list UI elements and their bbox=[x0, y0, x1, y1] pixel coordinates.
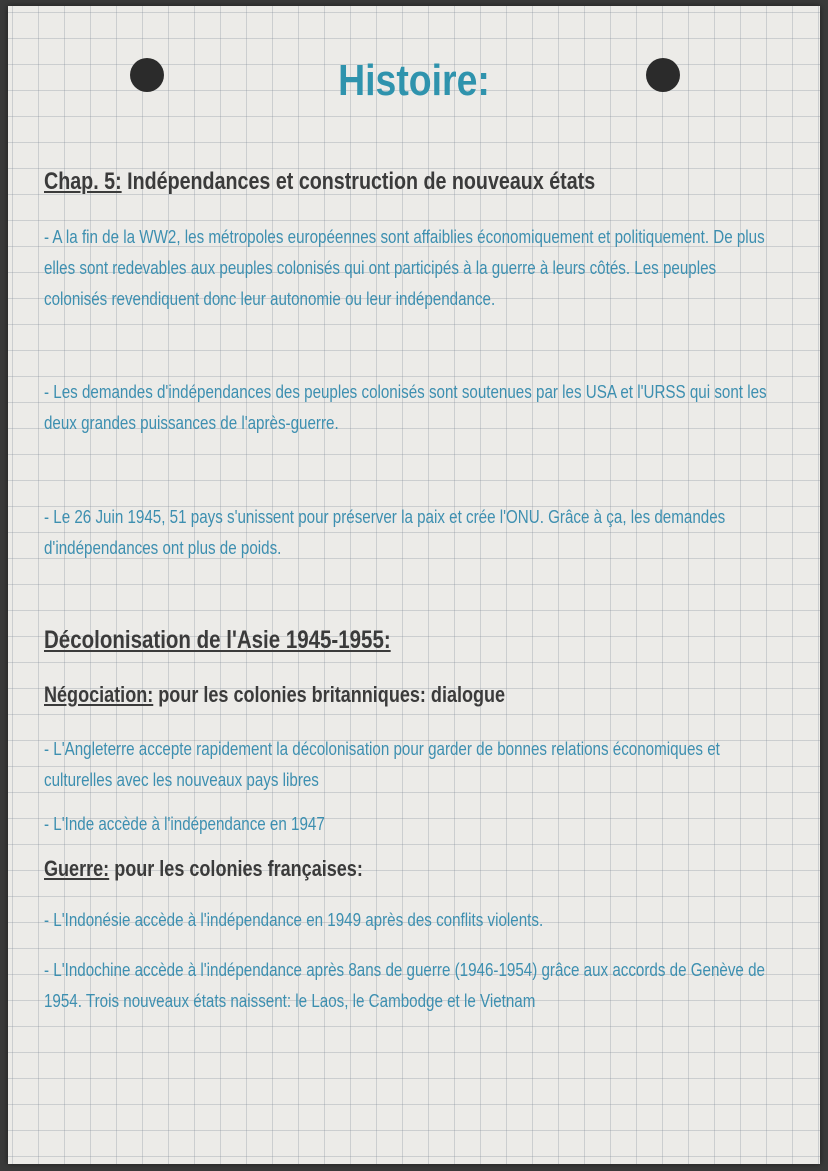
war-item-2: - L'Indochine accède à l'indépendance après 8ans de guerre (1946-1954) grâce aux accords de Genève de 1954. Trois nouveaux états naissent: le Laos, le Cambodge et le Vietnam bbox=[44, 959, 765, 1011]
war-item-1: - L'Indonésie accède à l'indépendance en 1949 après des conflits violents. bbox=[44, 909, 544, 930]
paragraph-1: - A la fin de la WW2, les métropoles européennes sont affaiblies économiquement et politiquement. De plus elles sont redevables aux peuples colonisés qui ont participés à la guerre à leurs côtés. Les peuples colonisés revendiquent donc leur autonomie ou leur indépendance. bbox=[44, 226, 765, 309]
negotiation-heading bbox=[44, 682, 505, 708]
chapter-heading bbox=[44, 168, 595, 196]
war-label: Guerre: bbox=[44, 856, 110, 881]
war-text: pour les colonies françaises: bbox=[114, 856, 363, 881]
negotiation-label: Négociation: bbox=[44, 682, 154, 707]
paragraph-2: - Les demandes d'indépendances des peuples colonisés sont soutenues par les USA et l'URSS qui sont les deux grandes puissances de l'après-guerre. bbox=[44, 381, 767, 433]
negotiation-item-1: - L'Angleterre accepte rapidement la décolonisation pour garder de bonnes relations économiques et culturelles avec les nouveaux pays libres bbox=[44, 738, 720, 790]
section-heading bbox=[44, 626, 391, 655]
page-title: Histoire: bbox=[338, 56, 490, 105]
paragraph-3: - Le 26 Juin 1945, 51 pays s'unissent pour préserver la paix et crée l'ONU. Grâce à ça, les demandes d'indépendances ont plus de poids. bbox=[44, 506, 726, 558]
negotiation-item-2: - L'Inde accède à l'indépendance en 1947 bbox=[44, 813, 325, 834]
chapter-label: Chap. 5: bbox=[44, 168, 122, 195]
chapter-title: Indépendances et construction de nouveaux états bbox=[127, 168, 596, 195]
notebook-page bbox=[8, 6, 820, 1164]
section-title: Décolonisation de l'Asie 1945-1955: bbox=[44, 626, 391, 654]
negotiation-text: pour les colonies britanniques: dialogue bbox=[158, 682, 506, 707]
war-heading bbox=[44, 856, 363, 882]
